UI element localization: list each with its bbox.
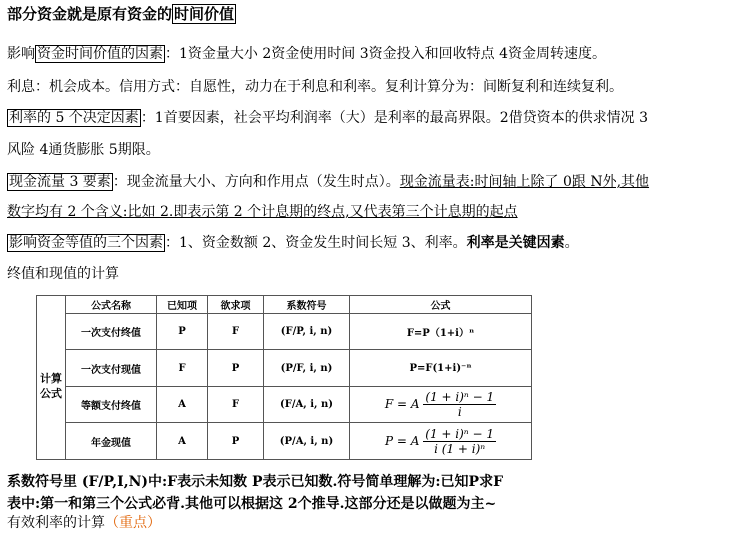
group-header-blank [37,296,66,314]
row-name: 年金现值 [66,423,157,460]
row-want: P [208,423,264,460]
header-want: 欲求项 [208,296,264,314]
table-row [37,386,532,423]
row-name: 等额支付终值 [66,386,157,423]
group-label: 计算公式 [37,313,66,459]
header-name: 公式名称 [66,296,157,314]
header-symbol: 系数符号 [264,296,350,314]
rate-factors-label: 利率的 5 个决定因素 [9,110,139,126]
cashflow-line: 现金流量 3 要素 ：现金流量大小、方向和作用点（发生时点）。现金流量表:时间轴上除了 0跟 N外,其他 [9,174,650,190]
row-name: 一次支付现值 [66,350,157,387]
row-want: F [208,386,264,423]
row-symbol: (F/A, i, n) [264,386,350,423]
title-boxed: 时间价值 [174,5,235,23]
note-line-1: 系数符号里 (F/P,I,N)中:F表示未知数 P表示已知数.符号简单理解为:已知P求F [7,474,504,490]
row-symbol: (F/P, i, n) [264,313,350,350]
interest-line: 利息：机会成本。信用方式：自愿性，动力在于利息和利率。复利计算分为：间断复利和连续复利。 [7,79,623,95]
row-symbol: (P/F, i, n) [264,350,350,387]
row-name: 一次支付终值 [66,313,157,350]
equivalence-label: 影响资金等值的三个因素 [9,235,163,251]
row-formula: F = A $\frac{\text{(1 + i)ⁿ − 1}}{i}$ [350,386,532,423]
fraction: $\frac{\text{(1 + i)ⁿ − 1}}{\text{i (1 + i)ⁿ}}$ [425,426,494,456]
table-row [37,313,532,350]
row-want: P [208,350,264,387]
cashflow-cont: 数字均有 2 个含义:比如 2.即表示第 2 个计息期的终点,又代表第三个计息期的起点 [7,204,518,220]
row-known: F [157,350,208,387]
row-formula: P = A $\frac{\text{(1 + i)ⁿ − 1}}{\text{i (1 + i)ⁿ}}$ [350,423,532,460]
highlight-badge: （重点） [105,515,161,531]
table-row [37,350,532,387]
cashflow-label: 现金流量 3 要素 [9,174,111,190]
row-known: A [157,423,208,460]
time-value-factors-label: 资金时间价值的因素 [37,46,163,62]
header-known: 已知项 [157,296,208,314]
rate-factors-line: 利率的 5 个决定因素 ：1首要因素，社会平均利润率（大）是利率的最高界限。2借贷资本的供求情况 3 [9,110,648,126]
table-row [37,423,532,460]
row-symbol: (P/A, i, n) [264,423,350,460]
equivalence-line: 影响资金等值的三个因素 ：1、资金数额 2、资金发生时间长短 3、利率。利率是关键因素。 [9,235,579,251]
row-formula: P=F(1+i)⁻ⁿ [350,350,532,387]
row-known: P [157,313,208,350]
fraction: $\frac{\text{(1 + i)ⁿ − 1}}{i}$ [425,390,495,420]
effective-rate-heading: 有效利率的计算（重点） [7,515,161,531]
header-formula: 公式 [350,296,532,314]
row-want: F [208,313,264,350]
section-heading: 终值和现值的计算 [7,266,119,282]
page-title: 部分资金就是原有资金的 时间价值 [7,5,235,23]
table-header-row [37,296,532,314]
row-known: A [157,386,208,423]
note-line-2: 表中:第一和第三个公式必背.其他可以根据这 2个推导.这部分还是以做题为主~ [7,496,497,512]
row-formula: F=P（1+i）ⁿ [350,313,532,350]
factor-line: 影响 资金时间价值的因素 ：1资金量大小 2资金使用时间 3资金投入和回收特点 4资金周转速度。 [7,46,606,62]
formula-table [36,295,532,460]
rate-factors-cont: 风险 4通货膨胀 5期限。 [7,142,160,158]
